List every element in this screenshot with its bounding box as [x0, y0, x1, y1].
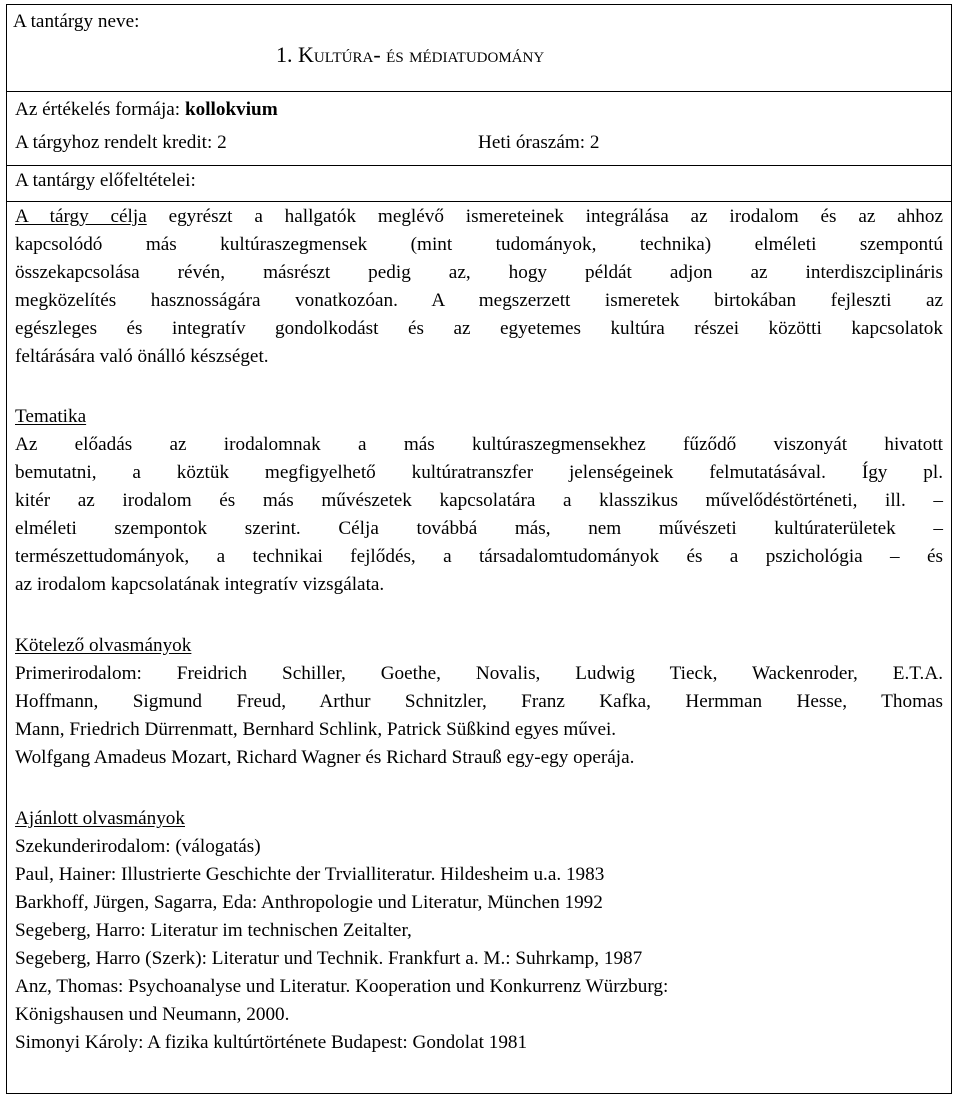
goal-heading: A tárgy célja — [15, 206, 147, 227]
credit-label: A tárgyhoz rendelt kredit: 2 — [15, 132, 227, 153]
recommended-reading-line: Szekunderirodalom: (válogatás) — [15, 836, 261, 857]
recommended-reading-line: Barkhoff, Jürgen, Sagarra, Eda: Anthropologie und Literatur, München 1992 — [15, 892, 603, 913]
recommended-reading-line: Anz, Thomas: Psychoanalyse und Literatur. Kooperation und Konkurrenz Würzburg: — [15, 976, 669, 997]
tematika-line: az irodalom kapcsolatának integratív vizsgálata. — [15, 574, 385, 595]
evaluation-line — [15, 98, 278, 122]
recommended-reading-line: Segeberg, Harro (Szerk): Literatur und Technik. Frankfurt a. M.: Suhrkamp, 1987 — [15, 948, 643, 969]
recommended-reading-line: Paul, Hainer: Illustrierte Geschichte der Trvialliteratur. Hildesheim u.a. 1983 — [15, 864, 605, 885]
required-readings-heading: Kötelező olvasmányok — [15, 635, 192, 656]
course-sheet — [6, 4, 954, 1094]
tematika-line: kitér az irodalom és más művészetek kapcsolatára a klasszikus művelődéstörténeti, ill. – — [15, 490, 943, 511]
goal-line: A tárgy célja egyrészt a hallgatók meglévő ismereteinek integrálása az irodalom és az ahhoz — [15, 206, 943, 227]
weekly-hours-label: Heti óraszám: 2 — [478, 132, 600, 153]
divider-1 — [6, 165, 952, 166]
course-title-text: Kultúra- és médiatudomány — [298, 42, 545, 67]
recommended-reading-line: Segeberg, Harro: Literatur im technischen Zeitalter, — [15, 920, 412, 941]
required-reading-line: Mann, Friedrich Dürrenmatt, Bernhard Schlink, Patrick Süßkind egyes művei. — [15, 719, 617, 740]
goal-line: megközelítés hasznosságára vonatkozóan. A megszerzett ismeretek birtokában fejleszti az — [15, 290, 943, 311]
course-title — [276, 42, 544, 68]
required-reading-line: Hoffmann, Sigmund Freud, Arthur Schnitzler, Franz Kafka, Hermman Hesse, Thomas — [15, 691, 943, 712]
subject-label: A tantárgy neve: — [13, 11, 140, 32]
course-title-number: 1. — [276, 42, 293, 67]
evaluation-label: Az értékelés formája: — [15, 99, 185, 120]
goal-line: egészleges és integratív gondolkodást és az egyetemes kultúra részei közötti kapcsolatok — [15, 318, 943, 339]
divider-2 — [6, 201, 952, 202]
tematika-line: bemutatni, a köztük megfigyelhető kultúratranszfer jelenségeinek felmutatásával. Így pl. — [15, 462, 943, 483]
goal-line: összekapcsolása révén, másrészt pedig az, hogy példát adjon az interdiszciplináris — [15, 262, 943, 283]
goal-line: feltárására való önálló készséget. — [15, 346, 269, 367]
recommended-readings-heading: Ajánlott olvasmányok — [15, 808, 185, 829]
tematika-line: Az előadás az irodalomnak a más kultúraszegmensekhez fűződő viszonyát hivatott — [15, 434, 943, 455]
recommended-reading-line: Königshausen und Neumann, 2000. — [15, 1004, 290, 1025]
goal-line: kapcsolódó más kultúraszegmensek (mint tudományok, technika) elméleti szempontú — [15, 234, 943, 255]
recommended-reading-line: Simonyi Károly: A fizika kultúrtörténete Budapest: Gondolat 1981 — [15, 1032, 528, 1053]
evaluation-value: kollokvium — [184, 99, 278, 120]
tematika-heading: Tematika — [15, 406, 87, 427]
tematika-line: természettudományok, a technikai fejlődés, a társadalomtudományok és a pszichológia – és — [15, 546, 943, 567]
required-reading-line: Wolfgang Amadeus Mozart, Richard Wagner és Richard Strauß egy-egy operája. — [15, 747, 635, 768]
tematika-line: elméleti szempontok szerint. Célja továbbá más, nem művészeti kultúraterületek – — [15, 518, 943, 539]
required-reading-line: Primerirodalom: Freidrich Schiller, Goethe, Novalis, Ludwig Tieck, Wackenroder, E.T.A. — [15, 663, 943, 684]
prerequisites-label: A tantárgy előfeltételei: — [15, 170, 196, 191]
